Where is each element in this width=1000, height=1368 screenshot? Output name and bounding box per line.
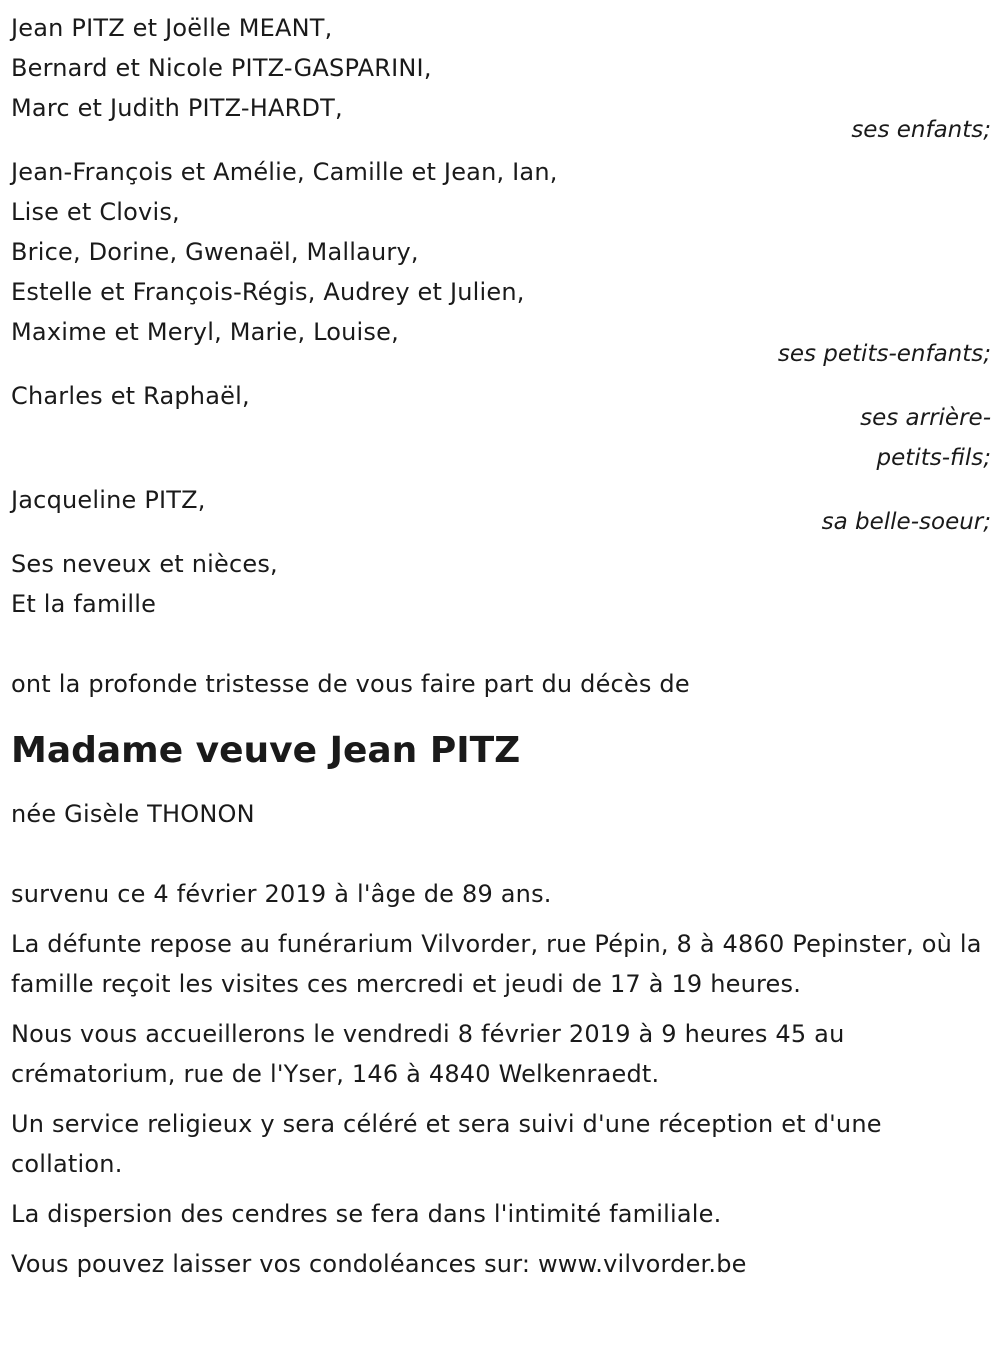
sister-in-law-role: sa belle-soeur; (821, 509, 991, 535)
children-line-1: Jean PITZ et Joëlle MEANT, (11, 14, 333, 42)
great-grandchildren-role-line-1: ses arrière- (860, 405, 991, 431)
grandchildren-role: ses petits-enfants; (777, 341, 991, 367)
detail-date: survenu ce 4 février 2019 à l'âge de 89 ans. (11, 880, 552, 908)
others-line-2: Et la famille (11, 590, 157, 618)
grandchildren-line-2: Lise et Clovis, (11, 198, 180, 226)
children-line-3: Marc et Judith PITZ-HARDT, (11, 94, 343, 122)
detail-service: Un service religieux y sera céléré et sera suivi d'une réception et d'une collation. (11, 1110, 882, 1178)
detail-condolences: Vous pouvez laisser vos condoléances sur: www.vilvorder.be (11, 1250, 747, 1278)
deceased-birth-name: née Gisèle THONON (11, 800, 255, 828)
others-group (11, 544, 991, 624)
detail-crematorium: Nous vous accueillerons le vendredi 8 février 2019 à 9 heures 45 au crématorium, rue de l'Yser, 146 à 4840 Welkenraedt. (11, 1020, 845, 1088)
deceased-name: Madame veuve Jean PITZ (11, 730, 521, 771)
children-line-2: Bernard et Nicole PITZ-GASPARINI, (11, 54, 432, 82)
great-grandchildren-role-line-2: petits-fils; (876, 445, 991, 471)
others-line-1: Ses neveux et nièces, (11, 550, 278, 578)
grandchildren-group (11, 152, 991, 374)
obituary-notice (11, 8, 991, 1284)
children-group (11, 8, 991, 150)
detail-funerarium: La défunte repose au funérarium Vilvorder, rue Pépin, 8 à 4860 Pepinster, où la famille reçoit les visites ces mercredi et jeudi de 17 à 19 heures. (11, 930, 982, 998)
announcement-text: ont la profonde tristesse de vous faire part du décès de (11, 670, 690, 698)
children-role: ses enfants; (851, 117, 991, 143)
sister-in-law-group (11, 480, 991, 542)
detail-dispersion: La dispersion des cendres se fera dans l'intimité familiale. (11, 1200, 722, 1228)
sister-in-law-line: Jacqueline PITZ, (11, 486, 206, 514)
great-grandchildren-line-1: Charles et Raphaël, (11, 382, 250, 410)
grandchildren-line-1: Jean-François et Amélie, Camille et Jean, Ian, (11, 158, 558, 186)
grandchildren-line-5: Maxime et Meryl, Marie, Louise, (11, 318, 399, 346)
grandchildren-line-3: Brice, Dorine, Gwenaël, Mallaury, (11, 238, 419, 266)
great-grandchildren-group (11, 376, 991, 478)
grandchildren-line-4: Estelle et François-Régis, Audrey et Julien, (11, 278, 525, 306)
